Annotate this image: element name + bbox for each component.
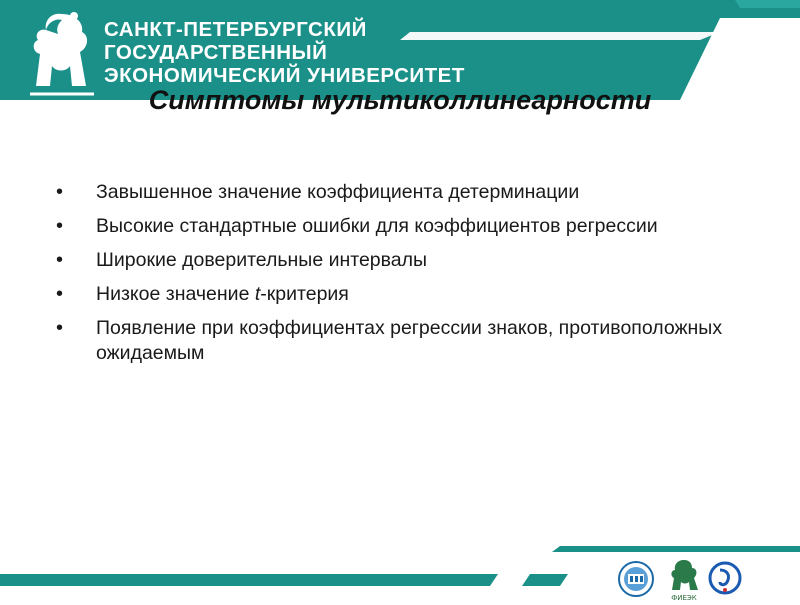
- list-item-text: [96, 283, 349, 305]
- bullet-marker: •: [56, 249, 64, 271]
- list-item: [56, 180, 766, 205]
- footer-logo-2-caption: ФИЕЭК: [671, 594, 697, 602]
- bullet-marker: •: [56, 181, 64, 203]
- bullet-marker: •: [56, 317, 64, 339]
- list-item-text-part: -критерия: [260, 283, 349, 305]
- griffin-icon: [664, 556, 704, 592]
- emblem-icon: [614, 560, 658, 598]
- university-name-line3: ЭКОНОМИЧЕСКИЙ УНИВЕРСИТЕТ: [104, 64, 465, 87]
- list-item: [56, 214, 766, 239]
- list-item-text-italic: t: [254, 283, 261, 305]
- footer-logo-1: [614, 560, 658, 598]
- list-item-text-part: Низкое значение: [96, 283, 255, 305]
- list-item: [56, 282, 766, 307]
- list-item: [56, 248, 766, 273]
- symptom-list: [56, 180, 766, 375]
- round-emblem-icon: [708, 560, 742, 596]
- footer-logo-3: [708, 560, 742, 596]
- university-name-line2: ГОСУДАРСТВЕННЫЙ: [104, 41, 328, 64]
- footer-logo-2: [664, 556, 704, 600]
- bullet-marker: •: [56, 215, 64, 237]
- bullet-marker: •: [56, 283, 64, 305]
- university-name: [104, 18, 465, 87]
- list-item-text: Появление при коэффициентах регрессии знаков, противоположных ожидаемым: [96, 317, 723, 364]
- list-item-text: Завышенное значение коэффициента детерминации: [96, 181, 580, 203]
- university-name-line1: САНКТ-ПЕТЕРБУРГСКИЙ: [104, 18, 367, 41]
- list-item-text: Высокие стандартные ошибки для коэффициентов регрессии: [96, 215, 658, 237]
- list-item: [56, 316, 766, 366]
- slide-title: Симптомы мультиколлинеарности: [148, 85, 652, 115]
- list-item-text: Широкие доверительные интервалы: [96, 249, 428, 271]
